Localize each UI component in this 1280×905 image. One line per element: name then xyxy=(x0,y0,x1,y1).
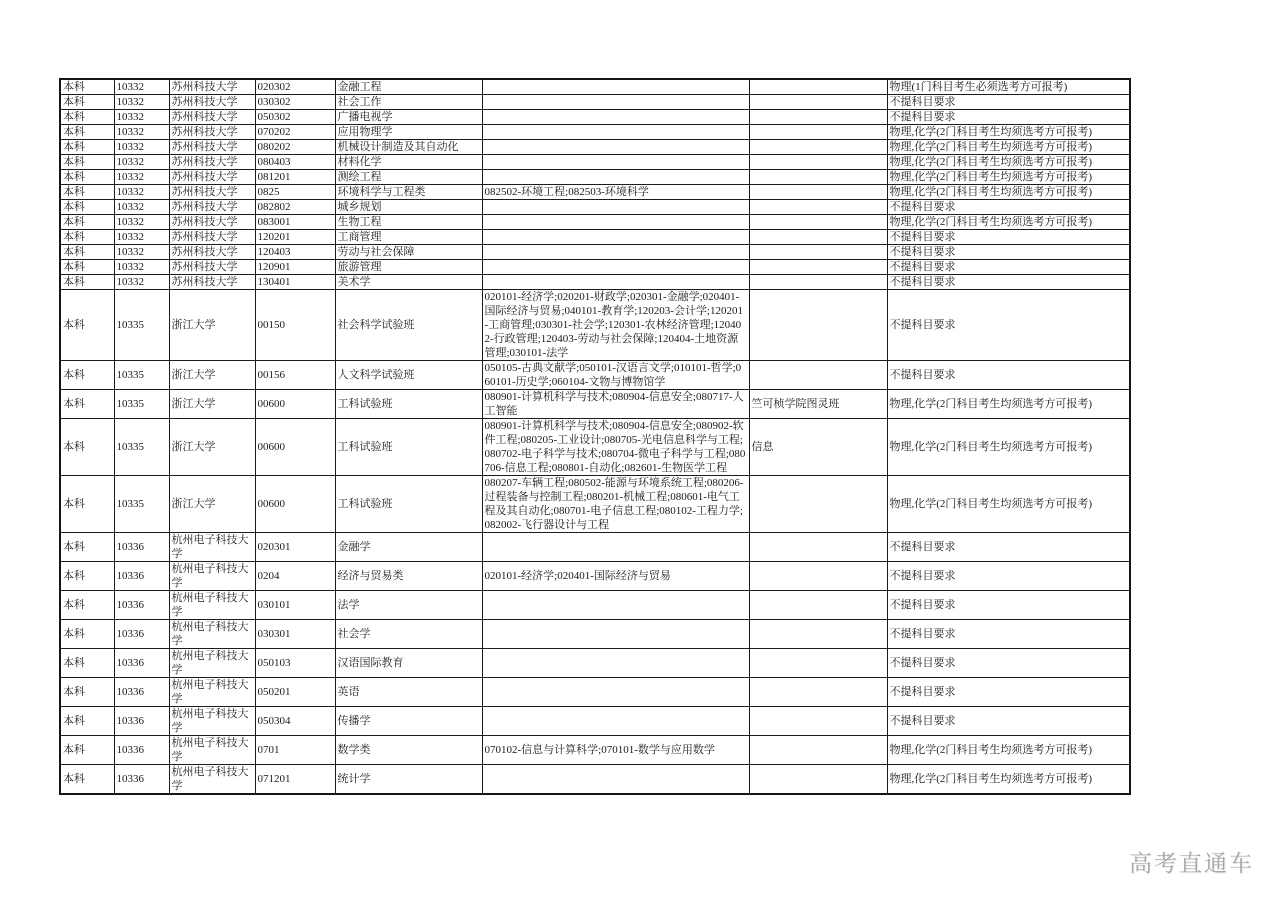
cell-school-code: 10332 xyxy=(114,275,169,290)
cell-note xyxy=(749,125,887,140)
cell-school-name: 苏州科技大学 xyxy=(169,245,255,260)
cell-major-name: 社会科学试验班 xyxy=(335,290,482,361)
cell-major-name: 统计学 xyxy=(335,765,482,795)
table-row xyxy=(60,155,1130,170)
cell-school-name: 杭州电子科技大学 xyxy=(169,707,255,736)
cell-included-majors: 020101-经济学;020401-国际经济与贸易 xyxy=(482,562,749,591)
cell-major-name: 工商管理 xyxy=(335,230,482,245)
table-row xyxy=(60,215,1130,230)
cell-requirement: 不提科目要求 xyxy=(887,562,1130,591)
cell-requirement: 物理,化学(2门科目考生均须选考方可报考) xyxy=(887,736,1130,765)
cell-school-code: 10332 xyxy=(114,185,169,200)
cell-note xyxy=(749,707,887,736)
cell-major-name: 工科试验班 xyxy=(335,476,482,533)
cell-school-name: 苏州科技大学 xyxy=(169,170,255,185)
cell-major-name: 社会工作 xyxy=(335,95,482,110)
cell-major-code: 00600 xyxy=(255,419,335,476)
cell-level: 本科 xyxy=(60,290,114,361)
cell-major-name: 材料化学 xyxy=(335,155,482,170)
cell-school-code: 10336 xyxy=(114,678,169,707)
cell-major-code: 0701 xyxy=(255,736,335,765)
cell-included-majors xyxy=(482,678,749,707)
cell-included-majors xyxy=(482,649,749,678)
cell-note xyxy=(749,79,887,95)
cell-major-code: 070202 xyxy=(255,125,335,140)
cell-level: 本科 xyxy=(60,591,114,620)
cell-major-code: 050302 xyxy=(255,110,335,125)
cell-included-majors xyxy=(482,275,749,290)
cell-school-code: 10336 xyxy=(114,562,169,591)
cell-requirement: 不提科目要求 xyxy=(887,591,1130,620)
cell-requirement: 物理,化学(2门科目考生均须选考方可报考) xyxy=(887,140,1130,155)
cell-major-code: 050103 xyxy=(255,649,335,678)
table-row xyxy=(60,140,1130,155)
table-row xyxy=(60,245,1130,260)
cell-major-name: 测绘工程 xyxy=(335,170,482,185)
table-row xyxy=(60,591,1130,620)
cell-requirement: 物理(1门科目考生必须选考方可报考) xyxy=(887,79,1130,95)
cell-level: 本科 xyxy=(60,95,114,110)
cell-included-majors xyxy=(482,79,749,95)
cell-major-code: 00600 xyxy=(255,476,335,533)
cell-included-majors: 080901-计算机科学与技术;080904-信息安全;080902-软件工程;080205-工业设计;080705-光电信息科学与工程;080702-电子科学与技术;080704-微电子科学与工程;080706-信息工程;080801-自动化;082601-生物医学工程 xyxy=(482,419,749,476)
cell-major-name: 金融学 xyxy=(335,533,482,562)
cell-school-name: 苏州科技大学 xyxy=(169,125,255,140)
table-row xyxy=(60,707,1130,736)
cell-school-code: 10332 xyxy=(114,170,169,185)
cell-requirement: 不提科目要求 xyxy=(887,275,1130,290)
cell-school-code: 10332 xyxy=(114,125,169,140)
cell-major-code: 050304 xyxy=(255,707,335,736)
table-row xyxy=(60,765,1130,795)
cell-school-code: 10332 xyxy=(114,155,169,170)
cell-level: 本科 xyxy=(60,245,114,260)
cell-major-code: 080403 xyxy=(255,155,335,170)
cell-school-code: 10332 xyxy=(114,79,169,95)
table-row xyxy=(60,95,1130,110)
cell-level: 本科 xyxy=(60,200,114,215)
cell-note xyxy=(749,200,887,215)
cell-level: 本科 xyxy=(60,215,114,230)
cell-school-name: 苏州科技大学 xyxy=(169,215,255,230)
cell-note xyxy=(749,678,887,707)
table-row xyxy=(60,79,1130,95)
table-row xyxy=(60,200,1130,215)
cell-requirement: 不提科目要求 xyxy=(887,707,1130,736)
cell-major-code: 130401 xyxy=(255,275,335,290)
cell-school-name: 浙江大学 xyxy=(169,390,255,419)
cell-note xyxy=(749,260,887,275)
cell-requirement: 不提科目要求 xyxy=(887,290,1130,361)
cell-note xyxy=(749,620,887,649)
cell-school-name: 苏州科技大学 xyxy=(169,275,255,290)
cell-school-name: 杭州电子科技大学 xyxy=(169,736,255,765)
cell-note xyxy=(749,591,887,620)
cell-level: 本科 xyxy=(60,155,114,170)
cell-major-name: 工科试验班 xyxy=(335,419,482,476)
cell-level: 本科 xyxy=(60,419,114,476)
cell-school-code: 10336 xyxy=(114,649,169,678)
cell-included-majors: 080901-计算机科学与技术;080904-信息安全;080717-人工智能 xyxy=(482,390,749,419)
cell-school-code: 10336 xyxy=(114,591,169,620)
cell-note xyxy=(749,275,887,290)
table-row xyxy=(60,170,1130,185)
cell-included-majors xyxy=(482,95,749,110)
cell-major-code: 00600 xyxy=(255,390,335,419)
cell-school-name: 浙江大学 xyxy=(169,476,255,533)
cell-major-code: 00156 xyxy=(255,361,335,390)
cell-major-name: 城乡规划 xyxy=(335,200,482,215)
cell-major-code: 120403 xyxy=(255,245,335,260)
cell-level: 本科 xyxy=(60,185,114,200)
cell-note xyxy=(749,533,887,562)
cell-school-code: 10332 xyxy=(114,95,169,110)
cell-major-code: 120201 xyxy=(255,230,335,245)
cell-major-name: 环境科学与工程类 xyxy=(335,185,482,200)
cell-school-name: 杭州电子科技大学 xyxy=(169,562,255,591)
cell-note xyxy=(749,476,887,533)
cell-school-code: 10332 xyxy=(114,260,169,275)
cell-included-majors: 080207-车辆工程;080502-能源与环境系统工程;080206-过程装备与控制工程;080201-机械工程;080601-电气工程及其自动化;080701-电子信息工程;080102-工程力学;082002-飞行器设计与工程 xyxy=(482,476,749,533)
cell-requirement: 物理,化学(2门科目考生均须选考方可报考) xyxy=(887,215,1130,230)
cell-school-code: 10336 xyxy=(114,620,169,649)
table-row xyxy=(60,290,1130,361)
cell-school-code: 10332 xyxy=(114,140,169,155)
cell-school-code: 10335 xyxy=(114,361,169,390)
cell-major-name: 汉语国际教育 xyxy=(335,649,482,678)
cell-note xyxy=(749,155,887,170)
cell-major-code: 081201 xyxy=(255,170,335,185)
admissions-table xyxy=(59,78,1131,795)
cell-level: 本科 xyxy=(60,275,114,290)
cell-school-code: 10332 xyxy=(114,230,169,245)
cell-level: 本科 xyxy=(60,707,114,736)
cell-requirement: 不提科目要求 xyxy=(887,649,1130,678)
table-row xyxy=(60,736,1130,765)
cell-school-name: 浙江大学 xyxy=(169,419,255,476)
cell-requirement: 不提科目要求 xyxy=(887,678,1130,707)
cell-level: 本科 xyxy=(60,110,114,125)
cell-included-majors xyxy=(482,155,749,170)
cell-major-code: 030101 xyxy=(255,591,335,620)
cell-included-majors: 070102-信息与计算科学;070101-数学与应用数学 xyxy=(482,736,749,765)
cell-school-name: 杭州电子科技大学 xyxy=(169,591,255,620)
cell-requirement: 不提科目要求 xyxy=(887,361,1130,390)
cell-included-majors xyxy=(482,110,749,125)
cell-requirement: 物理,化学(2门科目考生均须选考方可报考) xyxy=(887,765,1130,795)
cell-level: 本科 xyxy=(60,562,114,591)
cell-school-name: 杭州电子科技大学 xyxy=(169,678,255,707)
cell-school-name: 苏州科技大学 xyxy=(169,79,255,95)
cell-school-code: 10332 xyxy=(114,110,169,125)
cell-level: 本科 xyxy=(60,649,114,678)
table-row xyxy=(60,185,1130,200)
cell-major-code: 00150 xyxy=(255,290,335,361)
cell-included-majors xyxy=(482,140,749,155)
watermark-text: 高考直通车 xyxy=(1129,851,1254,876)
cell-requirement: 不提科目要求 xyxy=(887,533,1130,562)
cell-major-name: 法学 xyxy=(335,591,482,620)
cell-requirement: 物理,化学(2门科目考生均须选考方可报考) xyxy=(887,476,1130,533)
table-row xyxy=(60,230,1130,245)
cell-school-code: 10335 xyxy=(114,476,169,533)
table-row xyxy=(60,125,1130,140)
cell-note xyxy=(749,736,887,765)
cell-included-majors xyxy=(482,707,749,736)
cell-requirement: 不提科目要求 xyxy=(887,620,1130,649)
cell-requirement: 不提科目要求 xyxy=(887,260,1130,275)
cell-school-name: 杭州电子科技大学 xyxy=(169,533,255,562)
cell-requirement: 物理,化学(2门科目考生均须选考方可报考) xyxy=(887,390,1130,419)
cell-requirement: 物理,化学(2门科目考生均须选考方可报考) xyxy=(887,185,1130,200)
cell-school-name: 浙江大学 xyxy=(169,290,255,361)
cell-school-code: 10336 xyxy=(114,533,169,562)
cell-level: 本科 xyxy=(60,260,114,275)
cell-note xyxy=(749,361,887,390)
cell-major-name: 劳动与社会保障 xyxy=(335,245,482,260)
cell-major-name: 广播电视学 xyxy=(335,110,482,125)
cell-included-majors xyxy=(482,591,749,620)
cell-requirement: 物理,化学(2门科目考生均须选考方可报考) xyxy=(887,125,1130,140)
cell-note xyxy=(749,290,887,361)
cell-level: 本科 xyxy=(60,390,114,419)
cell-level: 本科 xyxy=(60,79,114,95)
cell-major-code: 0825 xyxy=(255,185,335,200)
cell-note xyxy=(749,110,887,125)
cell-school-code: 10335 xyxy=(114,390,169,419)
cell-school-code: 10332 xyxy=(114,215,169,230)
cell-included-majors xyxy=(482,765,749,795)
cell-note xyxy=(749,765,887,795)
cell-requirement: 物理,化学(2门科目考生均须选考方可报考) xyxy=(887,419,1130,476)
cell-major-name: 美术学 xyxy=(335,275,482,290)
cell-note xyxy=(749,170,887,185)
cell-note: 信息 xyxy=(749,419,887,476)
cell-level: 本科 xyxy=(60,361,114,390)
cell-major-name: 社会学 xyxy=(335,620,482,649)
cell-major-name: 数学类 xyxy=(335,736,482,765)
cell-school-name: 苏州科技大学 xyxy=(169,155,255,170)
table-row xyxy=(60,649,1130,678)
cell-school-name: 苏州科技大学 xyxy=(169,230,255,245)
cell-school-name: 苏州科技大学 xyxy=(169,260,255,275)
cell-school-name: 苏州科技大学 xyxy=(169,140,255,155)
cell-school-code: 10332 xyxy=(114,200,169,215)
cell-major-code: 050201 xyxy=(255,678,335,707)
cell-level: 本科 xyxy=(60,620,114,649)
table-row xyxy=(60,533,1130,562)
cell-note xyxy=(749,185,887,200)
cell-major-name: 人文科学试验班 xyxy=(335,361,482,390)
cell-school-name: 苏州科技大学 xyxy=(169,185,255,200)
table-row xyxy=(60,275,1130,290)
cell-level: 本科 xyxy=(60,125,114,140)
cell-requirement: 物理,化学(2门科目考生均须选考方可报考) xyxy=(887,155,1130,170)
cell-major-code: 020302 xyxy=(255,79,335,95)
cell-major-name: 工科试验班 xyxy=(335,390,482,419)
cell-level: 本科 xyxy=(60,140,114,155)
cell-included-majors xyxy=(482,170,749,185)
cell-major-name: 传播学 xyxy=(335,707,482,736)
cell-major-name: 英语 xyxy=(335,678,482,707)
cell-included-majors: 050105-古典文献学;050101-汉语言文学;010101-哲学;060101-历史学;060104-文物与博物馆学 xyxy=(482,361,749,390)
cell-included-majors xyxy=(482,533,749,562)
cell-school-name: 杭州电子科技大学 xyxy=(169,649,255,678)
table-row xyxy=(60,678,1130,707)
cell-note xyxy=(749,95,887,110)
cell-requirement: 物理,化学(2门科目考生均须选考方可报考) xyxy=(887,170,1130,185)
cell-requirement: 不提科目要求 xyxy=(887,200,1130,215)
cell-school-code: 10332 xyxy=(114,245,169,260)
cell-major-code: 030302 xyxy=(255,95,335,110)
cell-level: 本科 xyxy=(60,533,114,562)
cell-requirement: 不提科目要求 xyxy=(887,95,1130,110)
cell-school-name: 苏州科技大学 xyxy=(169,200,255,215)
cell-included-majors xyxy=(482,260,749,275)
table-row xyxy=(60,260,1130,275)
table-row xyxy=(60,620,1130,649)
cell-school-name: 苏州科技大学 xyxy=(169,110,255,125)
cell-included-majors: 020101-经济学;020201-财政学;020301-金融学;020401-国际经济与贸易;040101-教育学;120203-会计学;120201-工商管理;030301-社会学;120301-农林经济管理;120402-行政管理;120403-劳动与社会保障;120404-土地资源管理;030101-法学 xyxy=(482,290,749,361)
cell-school-code: 10336 xyxy=(114,736,169,765)
cell-school-name: 杭州电子科技大学 xyxy=(169,620,255,649)
cell-included-majors xyxy=(482,215,749,230)
cell-major-name: 机械设计制造及其自动化 xyxy=(335,140,482,155)
cell-level: 本科 xyxy=(60,230,114,245)
cell-school-code: 10336 xyxy=(114,765,169,795)
admissions-table-body xyxy=(60,79,1130,794)
cell-major-code: 120901 xyxy=(255,260,335,275)
cell-included-majors xyxy=(482,230,749,245)
cell-major-code: 080202 xyxy=(255,140,335,155)
cell-major-code: 030301 xyxy=(255,620,335,649)
cell-note xyxy=(749,245,887,260)
cell-included-majors xyxy=(482,125,749,140)
cell-school-name: 苏州科技大学 xyxy=(169,95,255,110)
table-row xyxy=(60,361,1130,390)
table-row xyxy=(60,476,1130,533)
cell-major-name: 旅游管理 xyxy=(335,260,482,275)
cell-note xyxy=(749,215,887,230)
cell-level: 本科 xyxy=(60,765,114,795)
table-row xyxy=(60,110,1130,125)
cell-major-code: 082802 xyxy=(255,200,335,215)
cell-major-code: 071201 xyxy=(255,765,335,795)
cell-major-code: 083001 xyxy=(255,215,335,230)
cell-school-code: 10335 xyxy=(114,290,169,361)
cell-included-majors: 082502-环境工程;082503-环境科学 xyxy=(482,185,749,200)
cell-major-name: 经济与贸易类 xyxy=(335,562,482,591)
table-row xyxy=(60,562,1130,591)
cell-requirement: 不提科目要求 xyxy=(887,110,1130,125)
cell-note xyxy=(749,140,887,155)
cell-included-majors xyxy=(482,620,749,649)
cell-school-code: 10336 xyxy=(114,707,169,736)
cell-major-name: 金融工程 xyxy=(335,79,482,95)
cell-requirement: 不提科目要求 xyxy=(887,245,1130,260)
cell-note xyxy=(749,649,887,678)
cell-school-name: 浙江大学 xyxy=(169,361,255,390)
cell-level: 本科 xyxy=(60,678,114,707)
cell-major-name: 应用物理学 xyxy=(335,125,482,140)
cell-school-name: 杭州电子科技大学 xyxy=(169,765,255,795)
cell-level: 本科 xyxy=(60,476,114,533)
cell-note xyxy=(749,562,887,591)
cell-included-majors xyxy=(482,245,749,260)
cell-requirement: 不提科目要求 xyxy=(887,230,1130,245)
cell-level: 本科 xyxy=(60,736,114,765)
table-row xyxy=(60,390,1130,419)
cell-note: 竺可桢学院图灵班 xyxy=(749,390,887,419)
cell-note xyxy=(749,230,887,245)
cell-included-majors xyxy=(482,200,749,215)
cell-major-code: 0204 xyxy=(255,562,335,591)
cell-major-code: 020301 xyxy=(255,533,335,562)
cell-level: 本科 xyxy=(60,170,114,185)
table-row xyxy=(60,419,1130,476)
cell-school-code: 10335 xyxy=(114,419,169,476)
cell-major-name: 生物工程 xyxy=(335,215,482,230)
